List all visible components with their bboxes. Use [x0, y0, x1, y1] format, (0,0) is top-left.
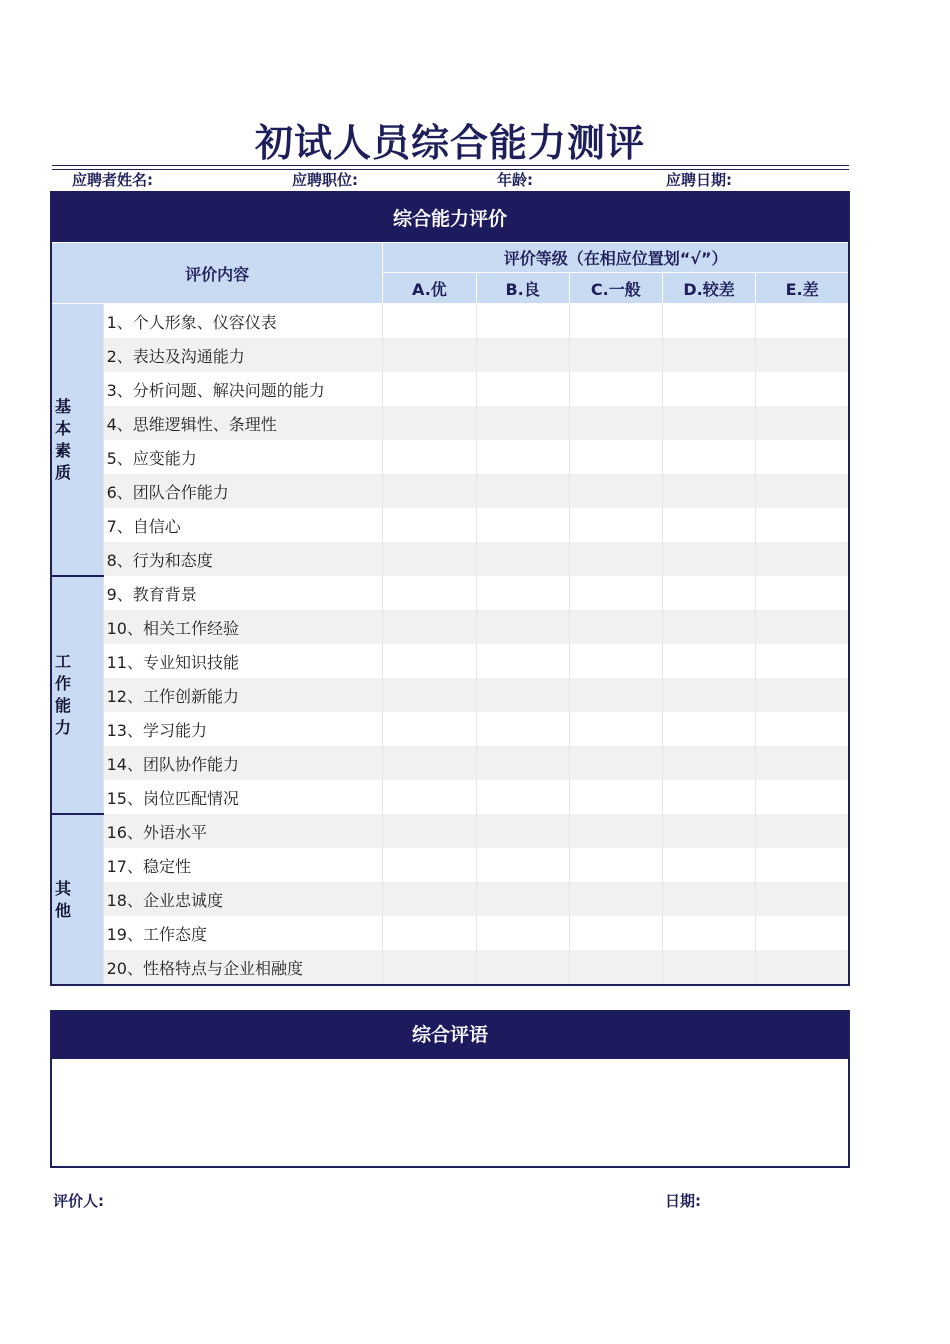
grade-cell[interactable] [569, 814, 662, 848]
grade-cell[interactable] [383, 950, 476, 985]
grade-cell[interactable] [383, 406, 476, 440]
grade-cell[interactable] [476, 304, 569, 339]
grade-cell[interactable] [476, 338, 569, 372]
criterion-label: 15、岗位匹配情况 [103, 780, 383, 814]
grade-d-header: D.较差 [662, 273, 755, 304]
grade-cell[interactable] [662, 372, 755, 406]
grade-cell[interactable] [383, 508, 476, 542]
category-char: 其 [55, 878, 72, 898]
grade-cell[interactable] [756, 916, 849, 950]
grade-cell[interactable] [383, 712, 476, 746]
grade-c-header: C.一般 [569, 273, 662, 304]
grade-cell[interactable] [569, 848, 662, 882]
grade-cell[interactable] [476, 610, 569, 644]
grade-cell[interactable] [662, 916, 755, 950]
grade-cell[interactable] [569, 304, 662, 339]
criterion-label: 8、行为和态度 [103, 542, 383, 576]
grade-cell[interactable] [569, 542, 662, 576]
grade-cell[interactable] [383, 882, 476, 916]
grade-cell[interactable] [662, 474, 755, 508]
page-title: 初试人员综合能力测评 [254, 121, 645, 165]
grade-cell[interactable] [756, 644, 849, 678]
grade-cell[interactable] [756, 338, 849, 372]
grade-cell[interactable] [476, 576, 569, 610]
grade-cell[interactable] [476, 644, 569, 678]
grade-cell[interactable] [569, 916, 662, 950]
grade-cell[interactable] [383, 780, 476, 814]
table-row [51, 916, 849, 950]
grade-cell[interactable] [476, 950, 569, 985]
grade-cell[interactable] [569, 712, 662, 746]
grade-cell[interactable] [569, 780, 662, 814]
table-row [51, 780, 849, 814]
grade-cell[interactable] [383, 814, 476, 848]
grade-cell[interactable] [569, 372, 662, 406]
grade-cell[interactable] [476, 882, 569, 916]
grade-cell[interactable] [569, 882, 662, 916]
criterion-label: 16、外语水平 [103, 814, 383, 848]
title-rule-top [52, 165, 849, 166]
table-row [51, 882, 849, 916]
category-char: 他 [55, 900, 72, 920]
grade-cell[interactable] [569, 576, 662, 610]
applicant-name-label: 应聘者姓名: [72, 171, 153, 189]
table-row [51, 814, 849, 848]
table-row [51, 848, 849, 882]
grade-cell[interactable] [662, 576, 755, 610]
category-char: 作 [55, 674, 72, 693]
criterion-label: 17、稳定性 [103, 848, 383, 882]
grade-cell[interactable] [569, 338, 662, 372]
grade-cell[interactable] [476, 848, 569, 882]
grade-cell[interactable] [756, 576, 849, 610]
grade-cell[interactable] [662, 406, 755, 440]
grade-cell[interactable] [756, 780, 849, 814]
grade-cell[interactable] [476, 474, 569, 508]
grade-cell[interactable] [662, 678, 755, 712]
criterion-label: 11、专业知识技能 [103, 644, 383, 678]
category-char: 基 [55, 396, 72, 416]
category-label [51, 304, 103, 577]
grade-cell[interactable] [756, 848, 849, 882]
grade-cell[interactable] [756, 508, 849, 542]
grade-cell[interactable] [476, 746, 569, 780]
criterion-label: 18、企业忠诚度 [103, 882, 383, 916]
grade-cell[interactable] [476, 372, 569, 406]
evaluation-table [50, 191, 850, 986]
grade-cell[interactable] [569, 950, 662, 985]
grade-cell[interactable] [756, 304, 849, 339]
grade-cell[interactable] [569, 610, 662, 644]
criterion-label: 20、性格特点与企业相融度 [103, 950, 383, 985]
category-label [51, 576, 103, 814]
grade-cell[interactable] [476, 406, 569, 440]
grade-cell[interactable] [383, 440, 476, 474]
grade-cell[interactable] [383, 610, 476, 644]
grade-cell[interactable] [476, 712, 569, 746]
grade-cell[interactable] [756, 440, 849, 474]
criterion-label: 1、个人形象、仪容仪表 [103, 304, 383, 339]
table-row [51, 338, 849, 372]
category-char: 素 [55, 440, 72, 460]
criterion-label: 19、工作态度 [103, 916, 383, 950]
comment-box [50, 1010, 850, 1168]
grade-cell[interactable] [756, 372, 849, 406]
section-title: 综合能力评价 [51, 192, 849, 243]
evaluation-body [51, 304, 849, 986]
criterion-label: 9、教育背景 [103, 576, 383, 610]
table-row [51, 746, 849, 780]
criterion-label: 2、表达及沟通能力 [103, 338, 383, 372]
grade-cell[interactable] [662, 848, 755, 882]
table-row [51, 304, 849, 339]
table-row [51, 610, 849, 644]
grade-cell[interactable] [662, 712, 755, 746]
table-row [51, 440, 849, 474]
grade-cell[interactable] [662, 644, 755, 678]
grade-cell[interactable] [383, 746, 476, 780]
table-row [51, 950, 849, 985]
table-row [51, 576, 849, 610]
grade-cell[interactable] [756, 678, 849, 712]
grade-cell[interactable] [569, 678, 662, 712]
grade-cell[interactable] [756, 474, 849, 508]
grade-cell[interactable] [756, 712, 849, 746]
criterion-label: 13、学习能力 [103, 712, 383, 746]
grade-cell[interactable] [662, 882, 755, 916]
grade-cell[interactable] [569, 406, 662, 440]
grade-cell[interactable] [662, 542, 755, 576]
grade-cell[interactable] [476, 814, 569, 848]
grade-cell[interactable] [662, 508, 755, 542]
category-char: 能 [55, 696, 72, 715]
grade-cell[interactable] [569, 508, 662, 542]
grade-cell[interactable] [662, 610, 755, 644]
category-label [51, 814, 103, 985]
category-char: 质 [55, 462, 72, 482]
grade-cell[interactable] [569, 644, 662, 678]
table-row [51, 542, 849, 576]
grade-cell[interactable] [569, 474, 662, 508]
grade-cell[interactable] [569, 440, 662, 474]
grade-cell[interactable] [383, 678, 476, 712]
grade-a-header: A.优 [383, 273, 476, 304]
table-row [51, 678, 849, 712]
criterion-label: 10、相关工作经验 [103, 610, 383, 644]
grade-cell[interactable] [662, 780, 755, 814]
grade-cell[interactable] [662, 440, 755, 474]
grade-cell[interactable] [662, 338, 755, 372]
grade-cell[interactable] [756, 882, 849, 916]
applied-position-label: 应聘职位: [292, 171, 358, 189]
grade-e-header: E.差 [756, 273, 849, 304]
grade-cell[interactable] [476, 508, 569, 542]
criterion-label: 12、工作创新能力 [103, 678, 383, 712]
table-row [51, 372, 849, 406]
grade-cell[interactable] [383, 644, 476, 678]
table-row [51, 474, 849, 508]
criterion-label: 7、自信心 [103, 508, 383, 542]
grade-cell[interactable] [662, 304, 755, 339]
grade-cell[interactable] [756, 950, 849, 985]
criterion-label: 4、思维逻辑性、条理性 [103, 406, 383, 440]
grade-cell[interactable] [383, 916, 476, 950]
criterion-label: 6、团队合作能力 [103, 474, 383, 508]
grade-cell[interactable] [756, 542, 849, 576]
grade-cell[interactable] [756, 610, 849, 644]
criterion-label: 5、应变能力 [103, 440, 383, 474]
grade-cell[interactable] [756, 406, 849, 440]
grade-cell[interactable] [662, 950, 755, 985]
grade-cell[interactable] [383, 304, 476, 339]
grade-cell[interactable] [662, 814, 755, 848]
application-date-label: 应聘日期: [666, 171, 732, 189]
table-row [51, 406, 849, 440]
grade-cell[interactable] [383, 542, 476, 576]
grade-cell[interactable] [476, 542, 569, 576]
grade-cell[interactable] [476, 440, 569, 474]
grade-cell[interactable] [383, 474, 476, 508]
table-row [51, 644, 849, 678]
category-char: 工 [55, 652, 72, 671]
criterion-label: 14、团队协作能力 [103, 746, 383, 780]
age-label: 年龄: [497, 171, 533, 189]
comment-area[interactable] [52, 1059, 848, 1164]
grade-b-header: B.良 [476, 273, 569, 304]
grade-cell[interactable] [383, 576, 476, 610]
grade-cell[interactable] [476, 678, 569, 712]
evaluator-label: 评价人: [53, 1192, 104, 1210]
footer-date-label: 日期: [665, 1192, 701, 1210]
grade-header: 评价等级（在相应位置划“√”） [383, 243, 849, 273]
category-char: 本 [55, 418, 72, 438]
grade-cell[interactable] [476, 916, 569, 950]
grade-cell[interactable] [383, 372, 476, 406]
table-row [51, 712, 849, 746]
grade-cell[interactable] [383, 848, 476, 882]
content-header: 评价内容 [51, 243, 383, 304]
grade-cell[interactable] [662, 746, 755, 780]
criterion-label: 3、分析问题、解决问题的能力 [103, 372, 383, 406]
table-row [51, 508, 849, 542]
grade-cell[interactable] [383, 338, 476, 372]
grade-cell[interactable] [756, 814, 849, 848]
comment-title: 综合评语 [52, 1012, 848, 1059]
category-char: 力 [55, 718, 72, 737]
grade-cell[interactable] [569, 746, 662, 780]
grade-cell[interactable] [756, 746, 849, 780]
grade-cell[interactable] [476, 780, 569, 814]
